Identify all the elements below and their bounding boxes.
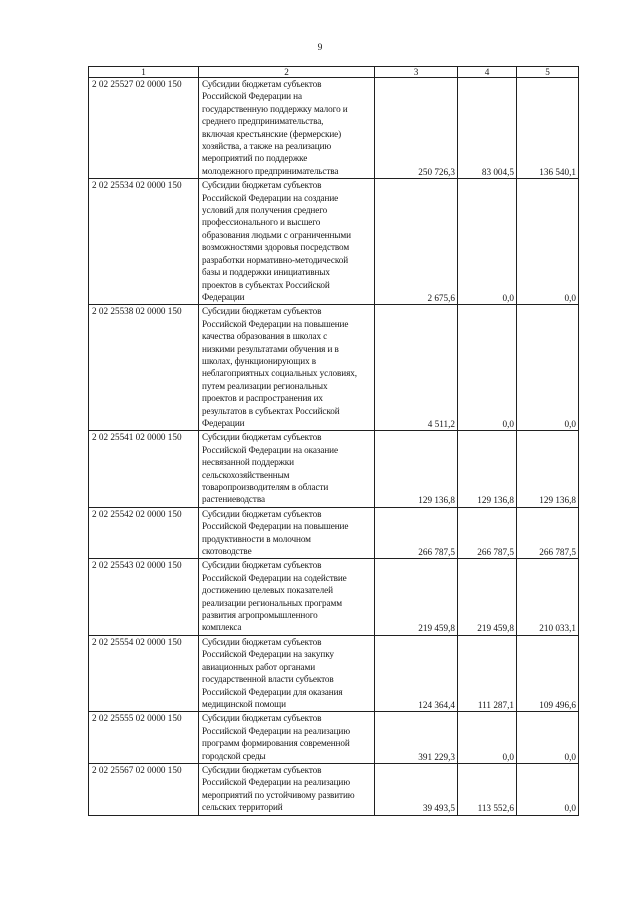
amount-col-3-cell: 219 459,8 — [375, 559, 458, 635]
amount-col-4-cell: 129 136,8 — [458, 431, 517, 507]
amount-col-5-cell: 136 540,1 — [517, 78, 579, 179]
table-header-row — [89, 67, 579, 78]
description-cell: Субсидии бюджетам субъектов Российской Федерации на государственную поддержку малого и среднего предпринимательства, включая крестьянские (фермерские) хозяйства, а также на реализацию мероприятий по поддержке молодежного предпринимательства — [199, 78, 375, 179]
budget-code-cell: 2 02 25542 02 0000 150 — [89, 507, 199, 559]
header-cell-col-3: 3 — [375, 67, 458, 78]
description-cell: Субсидии бюджетам субъектов Российской Федерации на содействие достижению целевых показателей реализации региональных программ развития агропромышленного комплекса — [199, 559, 375, 635]
table-row — [89, 305, 579, 431]
amount-col-3-cell: 391 229,3 — [375, 712, 458, 764]
amount-col-3-cell: 2 675,6 — [375, 179, 458, 305]
table-row — [89, 507, 579, 559]
amount-col-5-cell: 0,0 — [517, 305, 579, 431]
amount-col-4-cell: 0,0 — [458, 179, 517, 305]
amount-col-5-cell: 266 787,5 — [517, 507, 579, 559]
amount-col-3-cell: 250 726,3 — [375, 78, 458, 179]
table-row — [89, 78, 579, 179]
amount-col-4-cell: 0,0 — [458, 712, 517, 764]
table-row — [89, 179, 579, 305]
header-cell-col-5: 5 — [517, 67, 579, 78]
header-cell-col-4: 4 — [458, 67, 517, 78]
table-row — [89, 712, 579, 764]
amount-col-4-cell: 113 552,6 — [458, 763, 517, 815]
description-cell: Субсидии бюджетам субъектов Российской Федерации на повышение качества образования в школах с низкими результатами обучения и в школах, функционирующих в неблагоприятных социальных условиях, путем реализации региональных проектов и распространения их результатов в субъектах Российской Федерации — [199, 305, 375, 431]
amount-col-5-cell: 0,0 — [517, 179, 579, 305]
budget-table — [88, 66, 579, 816]
header-cell-col-2: 2 — [199, 67, 375, 78]
budget-code-cell: 2 02 25541 02 0000 150 — [89, 431, 199, 507]
budget-code-cell: 2 02 25534 02 0000 150 — [89, 179, 199, 305]
amount-col-4-cell: 219 459,8 — [458, 559, 517, 635]
budget-code-cell: 2 02 25567 02 0000 150 — [89, 763, 199, 815]
amount-col-4-cell: 83 004,5 — [458, 78, 517, 179]
amount-col-5-cell: 0,0 — [517, 763, 579, 815]
budget-code-cell: 2 02 25527 02 0000 150 — [89, 78, 199, 179]
amount-col-3-cell: 39 493,5 — [375, 763, 458, 815]
budget-code-cell: 2 02 25538 02 0000 150 — [89, 305, 199, 431]
amount-col-4-cell: 0,0 — [458, 305, 517, 431]
description-cell: Субсидии бюджетам субъектов Российской Федерации на реализацию мероприятий по устойчивому развитию сельских территорий — [199, 763, 375, 815]
description-cell: Субсидии бюджетам субъектов Российской Федерации на оказание несвязанной поддержки сельскохозяйственным товаропроизводителям в области растениеводства — [199, 431, 375, 507]
amount-col-5-cell: 210 033,1 — [517, 559, 579, 635]
description-cell: Субсидии бюджетам субъектов Российской Федерации на повышение продуктивности в молочном скотоводстве — [199, 507, 375, 559]
table-row — [89, 635, 579, 711]
budget-code-cell: 2 02 25554 02 0000 150 — [89, 635, 199, 711]
amount-col-4-cell: 266 787,5 — [458, 507, 517, 559]
table-row — [89, 431, 579, 507]
description-cell: Субсидии бюджетам субъектов Российской Федерации на создание условий для получения среднего профессионального и высшего образования людьми с ограниченными возможностями здоровья посредством разработки нормативно-методической базы и поддержки инициативных проектов в субъектах Российской Федерации — [199, 179, 375, 305]
budget-code-cell: 2 02 25555 02 0000 150 — [89, 712, 199, 764]
page-number: 9 — [317, 43, 323, 53]
amount-col-3-cell: 129 136,8 — [375, 431, 458, 507]
description-cell: Субсидии бюджетам субъектов Российской Федерации на закупку авиационных работ органами государственной власти субъектов Российской Федерации для оказания медицинской помощи — [199, 635, 375, 711]
table-row — [89, 559, 579, 635]
amount-col-5-cell: 109 496,6 — [517, 635, 579, 711]
table-row — [89, 763, 579, 815]
amount-col-3-cell: 266 787,5 — [375, 507, 458, 559]
header-cell-col-1: 1 — [89, 67, 199, 78]
amount-col-5-cell: 0,0 — [517, 712, 579, 764]
amount-col-4-cell: 111 287,1 — [458, 635, 517, 711]
budget-code-cell: 2 02 25543 02 0000 150 — [89, 559, 199, 635]
amount-col-5-cell: 129 136,8 — [517, 431, 579, 507]
amount-col-3-cell: 124 364,4 — [375, 635, 458, 711]
description-cell: Субсидии бюджетам субъектов Российской Федерации на реализацию программ формирования современной городской среды — [199, 712, 375, 764]
amount-col-3-cell: 4 511,2 — [375, 305, 458, 431]
